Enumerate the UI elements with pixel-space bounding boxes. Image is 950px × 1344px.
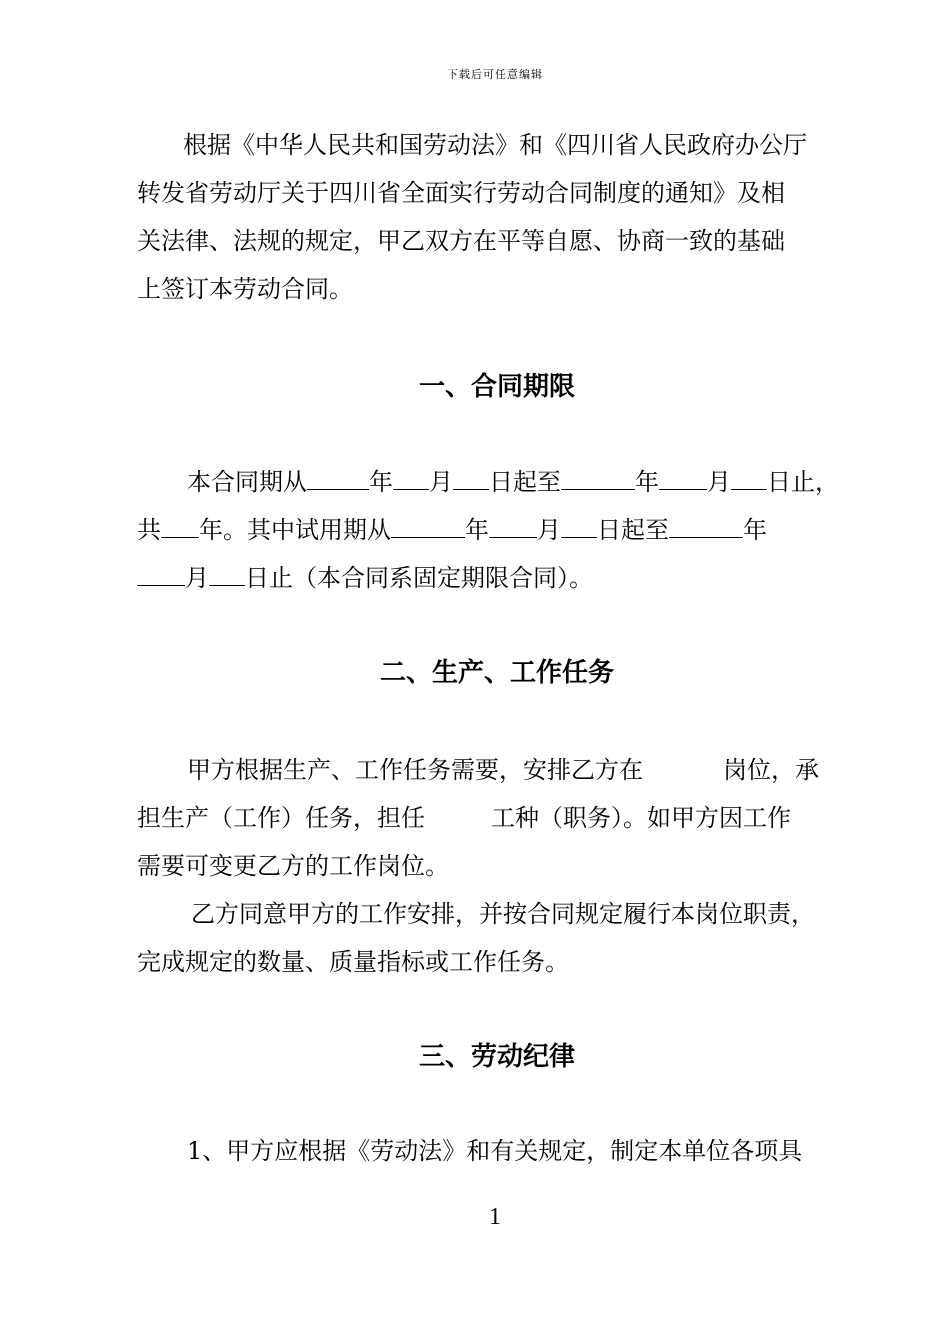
section-3-body: [137, 1127, 857, 1175]
task-line-2: [137, 794, 857, 842]
intro-paragraph: [137, 121, 857, 313]
blank-field[interactable]: [209, 563, 245, 586]
blank-field[interactable]: [391, 515, 465, 538]
page-header: 下载后可任意编辑: [447, 68, 543, 81]
text: 日起至: [489, 468, 561, 496]
blank-field[interactable]: [561, 467, 635, 490]
text: 月: [185, 564, 209, 592]
text: 日止（本合同系固定期限合同）。: [245, 564, 593, 592]
page-number: 1: [489, 1204, 501, 1230]
section-2-body: [137, 746, 857, 986]
blank-field[interactable]: [659, 467, 707, 490]
intro-line: 根据《中华人民共和国劳动法》和《四川省人民政府办公厅: [183, 131, 807, 159]
term-line-2: [137, 506, 857, 554]
task-line-5: 完成规定的数量、质量指标或工作任务。: [137, 948, 569, 976]
blank-field[interactable]: [453, 467, 489, 490]
section-3-title: 三、劳动纪律: [418, 1042, 575, 1072]
intro-line: 转发省劳动厅关于四川省全面实行劳动合同制度的通知》及相: [137, 179, 785, 207]
text: 担生产（工作）任务，担任: [137, 804, 425, 832]
blank-field[interactable]: [561, 515, 597, 538]
blank-field[interactable]: [669, 515, 743, 538]
task-line-3: 需要可变更乙方的工作岗位。: [137, 852, 449, 880]
blank-field[interactable]: [161, 515, 199, 538]
text: 日起至: [597, 516, 669, 544]
blank-field[interactable]: [731, 467, 767, 490]
blank-field[interactable]: [393, 467, 429, 490]
text: 年: [635, 468, 659, 496]
text: 日止，: [767, 468, 839, 496]
text: 年: [743, 516, 767, 544]
section-1-body: [137, 458, 857, 602]
text: 年。其中试用期从: [199, 516, 391, 544]
blank-field[interactable]: [489, 515, 537, 538]
term-line-1: [137, 458, 857, 506]
intro-line: 上签订本劳动合同。: [137, 275, 353, 303]
section-2-title: 二、生产、工作任务: [379, 658, 614, 688]
text: 岗位，承: [723, 756, 819, 784]
text: 月: [707, 468, 731, 496]
blank-field[interactable]: [137, 563, 185, 586]
text: 共: [137, 516, 161, 544]
term-line-3: [137, 554, 857, 602]
text: 年: [369, 468, 393, 496]
text: 甲方根据生产、工作任务需要，安排乙方在: [187, 756, 643, 784]
text: 年: [465, 516, 489, 544]
blank-field[interactable]: [307, 467, 369, 490]
text: 本合同期从: [187, 468, 307, 496]
task-line-1: [137, 746, 857, 794]
intro-line: 关法律、法规的规定，甲乙双方在平等自愿、协商一致的基础: [137, 227, 785, 255]
text: 月: [537, 516, 561, 544]
section-1-title: 一、合同期限: [418, 372, 575, 402]
discipline-item-1: 1、甲方应根据《劳动法》和有关规定，制定本单位各项具: [187, 1137, 803, 1165]
text: 工种（职务）。如甲方因工作: [491, 804, 791, 832]
text: 月: [429, 468, 453, 496]
task-line-4: 乙方同意甲方的工作安排，并按合同规定履行本岗位职责，: [191, 900, 815, 928]
